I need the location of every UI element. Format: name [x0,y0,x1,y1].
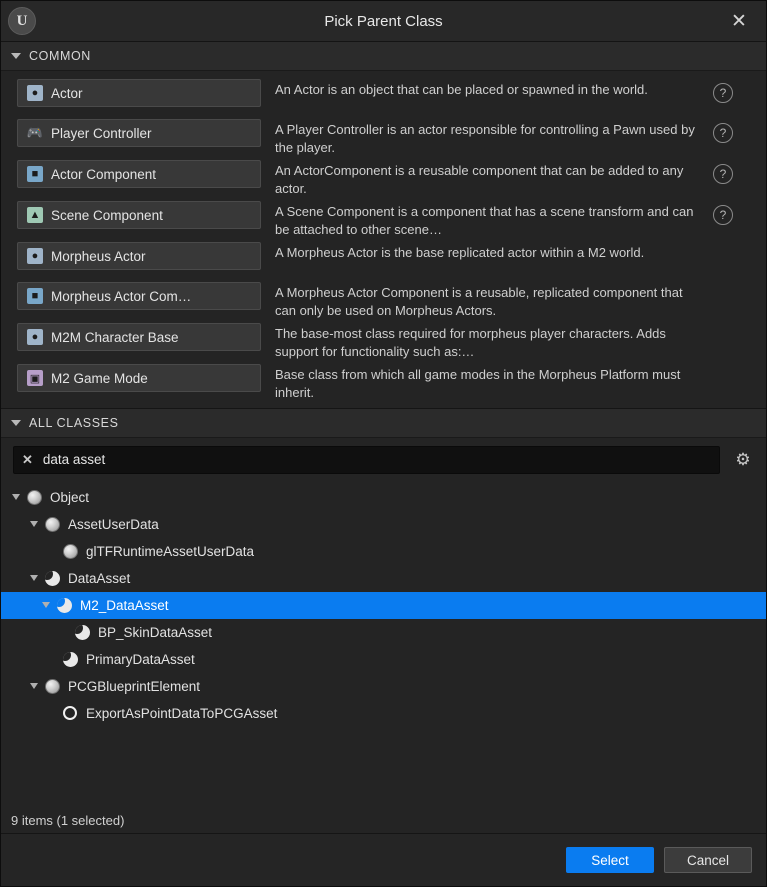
common-class-list [1,71,766,408]
actor-icon: ● [26,328,44,346]
component-icon: ■ [26,165,44,183]
tree-row[interactable] [1,565,766,592]
class-description: An Actor is an object that can be placed or spawned in the world. [275,82,648,97]
help-icon[interactable]: ? [713,164,733,184]
tree-row-selected[interactable] [1,592,766,619]
tree-row[interactable] [1,700,766,727]
sphere-icon [43,515,61,533]
gamepad-icon: 🎮 [26,125,44,140]
tree-row[interactable] [1,511,766,538]
gamemode-icon: ▣ [26,369,44,387]
list-item[interactable] [1,280,766,321]
tree-row[interactable] [1,673,766,700]
chevron-down-icon [11,53,21,59]
status-bar: 9 items (1 selected) [1,807,766,833]
expander-icon[interactable] [9,490,23,504]
sphere-icon [25,488,43,506]
clear-icon[interactable]: ✕ [22,451,33,467]
moon-icon [43,569,61,587]
class-button-m2-game-mode[interactable] [17,364,261,392]
tree-row[interactable] [1,619,766,646]
list-item[interactable] [1,199,766,240]
tree-item-label: glTFRuntimeAssetUserData [86,543,255,559]
class-button-morpheus-actor-component[interactable] [17,282,261,310]
actor-icon: ● [26,247,44,265]
search-row [1,438,766,482]
list-item[interactable] [1,321,766,362]
tree-item-label: AssetUserData [68,516,159,532]
list-item[interactable] [1,362,766,403]
class-label: Morpheus Actor Com… [51,288,192,304]
class-label: Actor Component [51,166,157,182]
class-label: Player Controller [51,125,152,141]
tree-row[interactable] [1,484,766,511]
expander-icon[interactable] [27,571,41,585]
actor-icon: ● [26,84,44,102]
moon-icon [61,650,79,668]
all-classes-section-label: ALL CLASSES [29,415,119,430]
chevron-down-icon [11,420,21,426]
class-label: Scene Component [51,207,163,223]
expander-spacer [45,544,59,558]
expander-icon[interactable] [27,679,41,693]
tree-item-label: PCGBlueprintElement [68,678,201,694]
class-button-actor[interactable] [17,79,261,107]
list-item[interactable] [1,77,766,117]
window-title: Pick Parent Class [324,12,443,30]
class-button-m2m-character-base[interactable] [17,323,261,351]
expander-icon[interactable] [39,598,53,612]
expander-spacer [57,625,71,639]
sphere-icon [43,677,61,695]
tree-item-label: DataAsset [68,570,131,586]
class-button-morpheus-actor[interactable] [17,242,261,270]
help-icon[interactable]: ? [713,123,733,143]
class-button-scene-component[interactable] [17,201,261,229]
tree-row[interactable] [1,538,766,565]
component-icon: ■ [26,287,44,305]
class-label: M2M Character Base [51,329,179,345]
moon-icon [73,623,91,641]
list-item[interactable] [1,158,766,199]
search-value: data asset [42,452,106,468]
class-description: A Player Controller is an actor responsible for controlling a Pawn used by the player. [275,122,695,155]
class-label: M2 Game Mode [51,370,148,386]
common-section-label: COMMON [29,49,91,63]
class-description: An ActorComponent is a reusable component that can be added to any actor. [275,163,684,196]
class-button-actor-component[interactable] [17,160,261,188]
class-description: A Morpheus Actor Component is a reusable, replicated component that can only be used on Morpheus Actors. [275,285,683,318]
search-input[interactable] [13,446,720,474]
class-label: Actor [51,85,83,101]
tree-item-label: BP_SkinDataAsset [98,624,213,640]
class-button-player-controller[interactable] [17,119,261,147]
all-classes-section-header[interactable] [1,408,766,438]
logo-glyph: U [16,12,28,29]
moon-icon [55,596,73,614]
class-description: Base class from which all game modes in the Morpheus Platform must inherit. [275,367,681,401]
expander-spacer [45,652,59,666]
help-icon[interactable]: ? [713,83,733,103]
ring-icon [61,704,79,722]
unreal-logo-icon [8,7,36,35]
sphere-icon [61,542,79,560]
class-label: Morpheus Actor [51,248,146,264]
class-description: A Scene Component is a component that has a scene transform and can be attached to other scene… [275,204,694,237]
class-description: A Morpheus Actor is the base replicated actor within a M2 world. [275,245,645,261]
select-button[interactable]: Select [566,847,654,873]
gear-icon[interactable]: ⚙ [735,449,751,469]
scene-component-icon: ▲ [26,206,44,224]
class-tree [1,482,766,807]
tree-row[interactable] [1,646,766,673]
tree-item-label: ExportAsPointDataToPCGAsset [86,705,278,721]
dialog-footer [1,833,766,886]
expander-spacer [45,706,59,720]
cancel-button[interactable]: Cancel [664,847,752,873]
class-description: The base-most class required for morpheus player characters. Adds support for functionality such as:… [275,326,666,359]
tree-item-label: PrimaryDataAsset [86,651,195,667]
expander-icon[interactable] [27,517,41,531]
tree-item-label: Object [50,489,90,505]
list-item[interactable] [1,117,766,158]
help-icon[interactable]: ? [713,205,733,225]
close-icon[interactable]: ✕ [731,10,747,32]
list-item[interactable] [1,240,766,280]
title-bar [1,1,766,42]
tree-item-label: M2_DataAsset [80,597,169,613]
common-section-header[interactable] [1,42,766,71]
